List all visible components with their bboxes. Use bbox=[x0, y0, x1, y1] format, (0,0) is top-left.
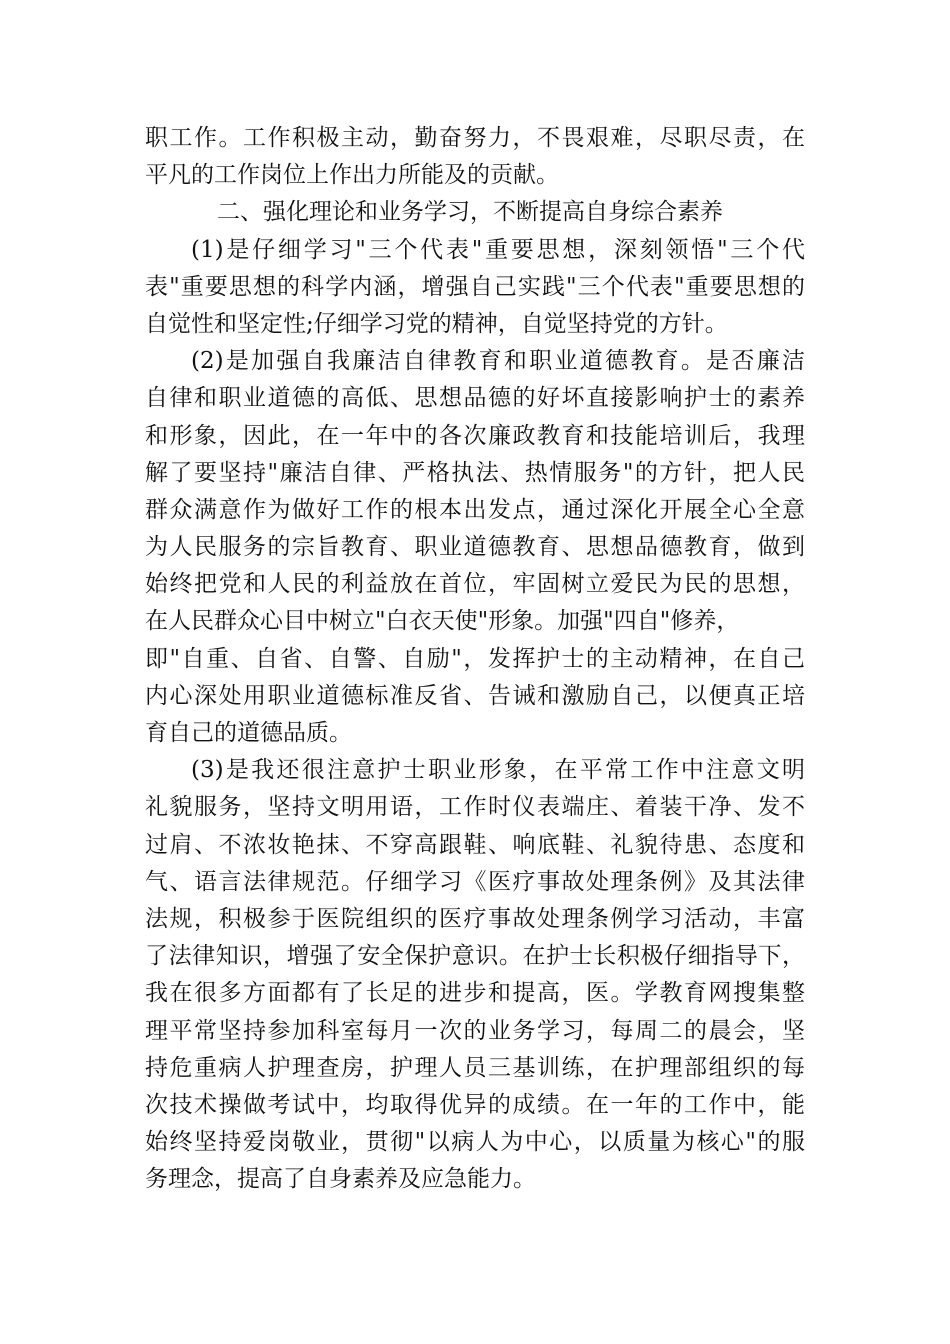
text-line: 了法律知识，增强了安全保护意识。在护士长积极仔细指导下， bbox=[145, 943, 805, 970]
text-line: 即"自重、自省、自警、自励"，发挥护士的主动精神，在自己 bbox=[145, 645, 805, 672]
text-line: 始终坚持爱岗敬业，贯彻"以病人为中心，以质量为核心"的服 bbox=[145, 1129, 805, 1156]
text-line: 务理念，提高了自身素养及应急能力。 bbox=[145, 1166, 536, 1193]
section-heading: 二、强化理论和业务学习，不断提高自身综合素养 bbox=[217, 199, 723, 226]
text-line: 我在很多方面都有了长足的进步和提高，医。学教育网搜集整 bbox=[145, 980, 805, 1007]
text-line: 职工作。工作积极主动，勤奋努力，不畏艰难，尽职尽责，在 bbox=[145, 125, 805, 151]
text-line: 法规，积极参于医院组织的医疗事故处理条例学习活动，丰富 bbox=[145, 905, 805, 932]
text-line: 群众满意作为做好工作的根本出发点，通过深化开展全心全意 bbox=[145, 496, 805, 523]
text-line: 过肩、不浓妆艳抹、不穿高跟鞋、响底鞋、礼貌待患、态度和 bbox=[145, 831, 805, 858]
paragraph-first-line: (3)是我还很注意护士职业形象，在平常工作中注意文明 bbox=[191, 757, 805, 784]
text-line: 内心深处用职业道德标准反省、告诫和激励自己，以便真正培 bbox=[145, 682, 805, 709]
text-line: 自觉性和坚定性;仔细学习党的精神，自觉坚持党的方针。 bbox=[145, 310, 728, 337]
text-line: 礼貌服务，坚持文明用语，工作时仪表端庄、着装干净、发不 bbox=[145, 794, 805, 821]
text-line: 理平常坚持参加科室每月一次的业务学习，每周二的晨会，坚 bbox=[145, 1017, 805, 1044]
text-line: 和形象，因此，在一年中的各次廉政教育和技能培训后，我理 bbox=[145, 422, 805, 449]
text-line: 平凡的工作岗位上作出力所能及的贡献。 bbox=[145, 162, 559, 189]
paragraph-first-line: (2)是加强自我廉洁自律教育和职业道德教育。是否廉洁 bbox=[191, 348, 805, 375]
text-line: 气、语言法律规范。仔细学习《医疗事故处理条例》及其法律 bbox=[145, 868, 805, 895]
text-line: 自律和职业道德的高低、思想品德的好坏直接影响护士的素养 bbox=[145, 385, 805, 412]
text-line: 表"重要思想的科学内涵，增强自己实践"三个代表"重要思想的 bbox=[145, 273, 805, 300]
text-line: 育自己的道德品质。 bbox=[145, 720, 352, 746]
text-line: 始终把党和人民的利益放在首位，牢固树立爱民为民的思想， bbox=[145, 571, 805, 598]
text-line: 持危重病人护理查房，护理人员三基训练，在护理部组织的每 bbox=[145, 1054, 805, 1081]
text-line: 为人民服务的宗旨教育、职业道德教育、思想品德教育，做到 bbox=[145, 534, 805, 561]
text-line: 在人民群众心目中树立"白衣天使"形象。加强"四自"修养， bbox=[145, 608, 740, 635]
text-line: 次技术操做考试中，均取得优异的成绩。在一年的工作中，能 bbox=[145, 1091, 805, 1118]
text-line: 解了要坚持"廉洁自律、严格执法、热情服务"的方针，把人民 bbox=[145, 459, 805, 486]
document-body bbox=[145, 120, 805, 1198]
paragraph-first-line: (1)是仔细学习"三个代表"重要思想，深刻领悟"三个代 bbox=[191, 236, 805, 263]
